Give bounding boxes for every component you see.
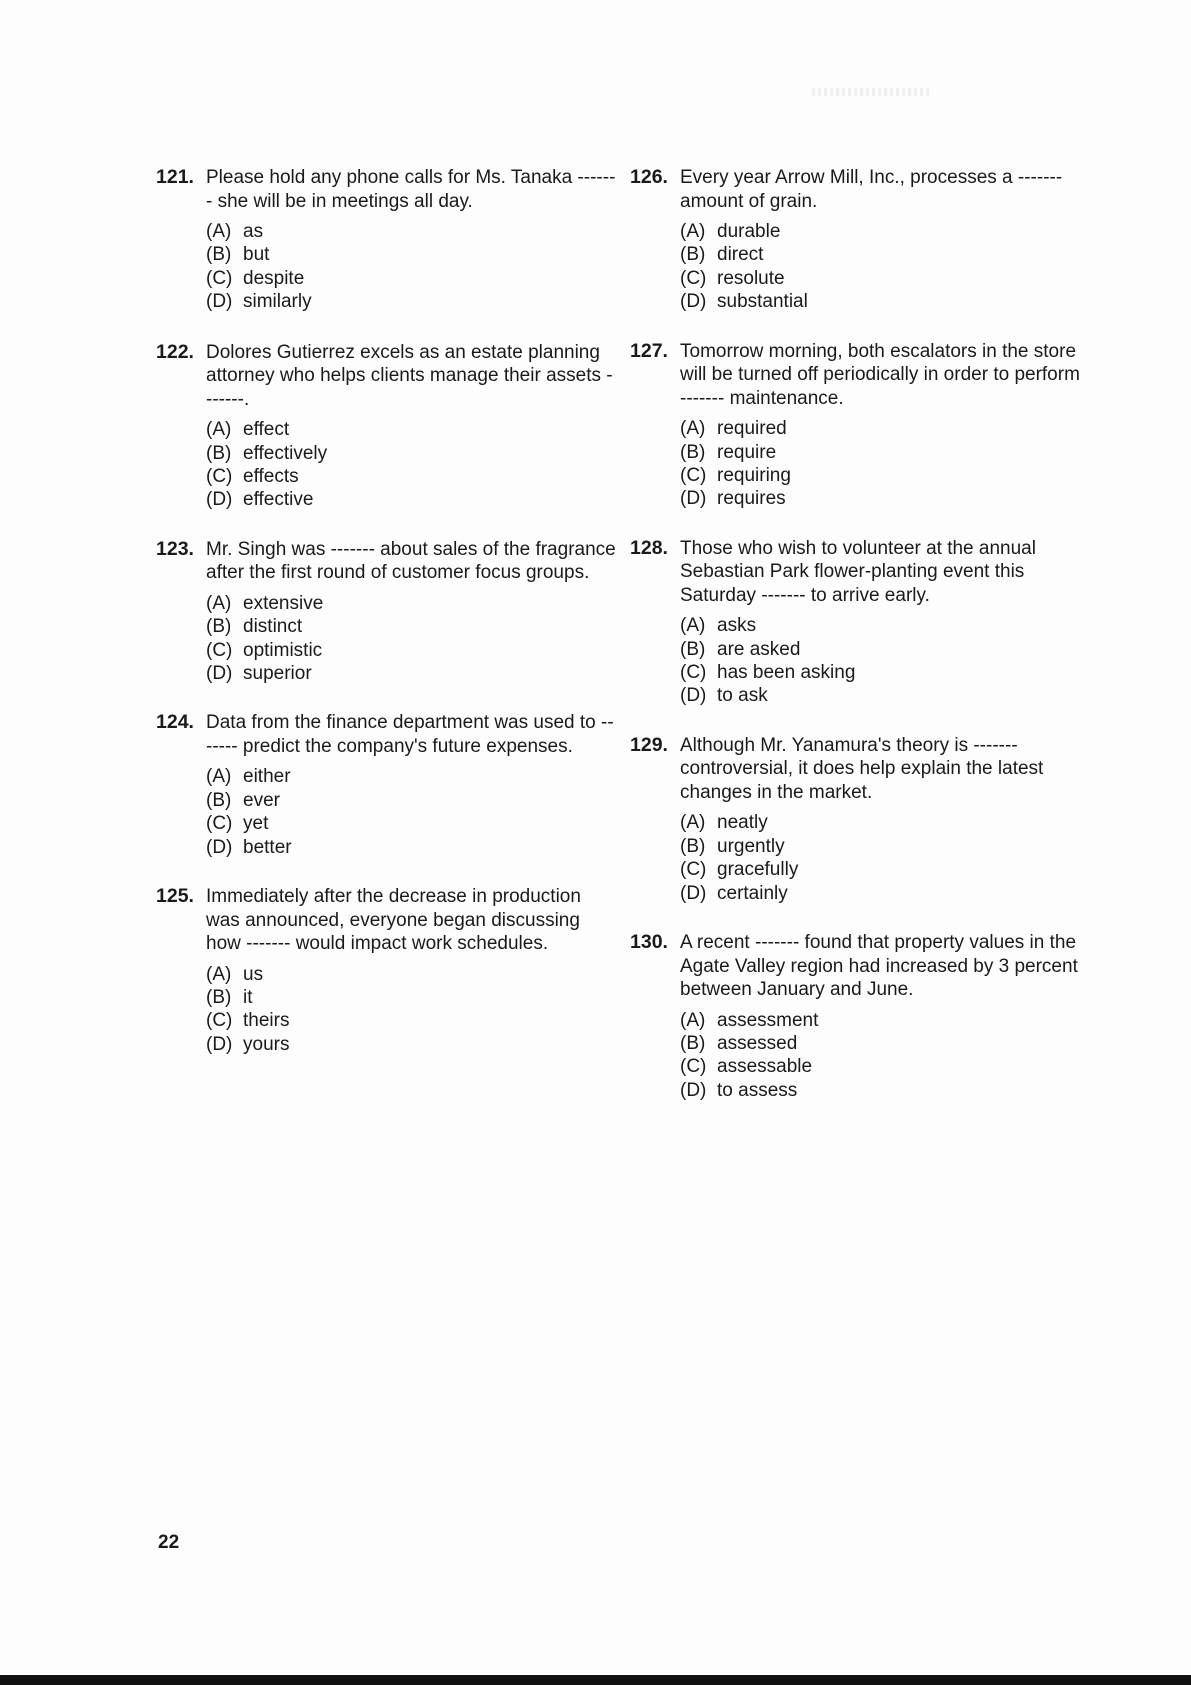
- option-letter: (B): [206, 442, 232, 464]
- left-column: [156, 166, 616, 1056]
- question-123: [156, 538, 616, 686]
- option-c[interactable]: [680, 858, 1090, 881]
- option-text: distinct: [243, 616, 303, 638]
- option-letter: (D): [206, 489, 233, 511]
- question-stem: Dolores Gutierrez excels as an estate planning attorney who helps clients manage their assets -------.: [206, 341, 613, 410]
- option-d[interactable]: [206, 662, 616, 685]
- option-letter: (B): [680, 1032, 706, 1054]
- option-text: us: [243, 963, 264, 985]
- option-d[interactable]: [680, 882, 1090, 905]
- option-a[interactable]: [206, 592, 616, 615]
- option-letter: (B): [680, 638, 706, 660]
- option-text: it: [243, 986, 253, 1008]
- option-text: effect: [243, 419, 290, 441]
- option-text: extensive: [243, 592, 324, 614]
- option-letter: (A): [680, 1009, 706, 1031]
- option-c[interactable]: [206, 465, 616, 488]
- question-stem: Those who wish to volunteer at the annual Sebastian Park flower-planting event this Saturday ------- to arrive early.: [680, 537, 1036, 606]
- option-a[interactable]: [206, 963, 616, 986]
- option-letter: (C): [680, 662, 707, 684]
- scan-artifact: [812, 88, 930, 96]
- option-b[interactable]: [680, 243, 1090, 266]
- question-124: [156, 711, 616, 859]
- option-letter: (C): [680, 464, 707, 486]
- option-letter: (B): [206, 616, 232, 638]
- option-c[interactable]: [680, 267, 1090, 290]
- question-126: [630, 166, 1090, 314]
- option-text: has been asking: [717, 662, 856, 684]
- option-text: better: [243, 836, 292, 858]
- option-text: direct: [717, 244, 764, 266]
- question-127: [630, 340, 1090, 511]
- question-128: [630, 537, 1090, 708]
- option-letter: (D): [206, 662, 233, 684]
- option-d[interactable]: [680, 487, 1090, 510]
- option-c[interactable]: [206, 1009, 616, 1032]
- option-letter: (C): [206, 639, 233, 661]
- option-letter: (C): [680, 267, 707, 289]
- option-b[interactable]: [206, 243, 616, 266]
- option-b[interactable]: [206, 789, 616, 812]
- option-text: durable: [717, 221, 781, 242]
- question-number: 130.: [630, 931, 668, 953]
- page-number: 22: [158, 1532, 180, 1553]
- answer-options: [680, 417, 1090, 511]
- option-text: assessable: [717, 1056, 813, 1078]
- option-text: urgently: [717, 835, 785, 857]
- option-letter: (A): [680, 221, 706, 242]
- option-b[interactable]: [680, 1032, 1090, 1055]
- answer-options: [206, 592, 616, 686]
- option-d[interactable]: [206, 488, 616, 511]
- question-number: 125.: [156, 885, 194, 907]
- option-letter: (D): [206, 836, 233, 858]
- option-letter: (C): [206, 1010, 233, 1032]
- question-number: 124.: [156, 711, 194, 734]
- option-letter: (A): [206, 766, 232, 788]
- answer-options: [206, 765, 616, 859]
- question-number: 127.: [630, 339, 668, 362]
- option-letter: (C): [206, 267, 233, 289]
- option-letter: (B): [680, 441, 706, 463]
- option-text: required: [717, 418, 787, 440]
- option-text: neatly: [717, 812, 768, 834]
- option-text: yet: [243, 813, 269, 835]
- answer-options: [680, 1009, 1090, 1103]
- option-text: gracefully: [717, 859, 799, 881]
- option-c[interactable]: [206, 639, 616, 662]
- answer-options: [206, 418, 616, 512]
- option-text: to ask: [717, 685, 768, 707]
- question-number: 122.: [156, 340, 194, 363]
- right-column: [630, 166, 1090, 1102]
- question-number: 123.: [156, 537, 194, 560]
- question-stem: Immediately after the decrease in production was announced, everyone began discussing how ------- would impact work schedules.: [206, 886, 581, 954]
- answer-options: [680, 811, 1090, 905]
- question-number: 128.: [630, 536, 668, 559]
- option-a[interactable]: [680, 811, 1090, 834]
- option-d[interactable]: [680, 684, 1090, 707]
- option-text: assessment: [717, 1009, 819, 1031]
- option-text: requiring: [717, 464, 791, 486]
- question-121: [156, 166, 616, 314]
- option-letter: (B): [206, 244, 232, 266]
- option-letter: (A): [206, 592, 232, 614]
- option-text: superior: [243, 662, 312, 684]
- question-122: [156, 341, 616, 512]
- option-text: as: [243, 221, 264, 242]
- option-text: optimistic: [243, 639, 323, 661]
- answer-options: [206, 963, 616, 1057]
- question-number: 126.: [630, 166, 668, 188]
- question-stem: Please hold any phone calls for Ms. Tanaka ------- she will be in meetings all day.: [206, 167, 616, 212]
- option-a[interactable]: [206, 418, 616, 441]
- question-stem: Tomorrow morning, both escalators in the store will be turned off periodically in order to perform ------- maintenance.: [680, 340, 1080, 409]
- option-letter: (C): [680, 859, 707, 881]
- option-letter: (C): [206, 465, 233, 487]
- option-text: theirs: [243, 1010, 290, 1032]
- question-130: [630, 931, 1090, 1102]
- option-text: resolute: [717, 267, 785, 289]
- option-letter: (A): [206, 221, 232, 242]
- option-text: but: [243, 244, 270, 266]
- question-stem: Every year Arrow Mill, Inc., processes a ------- amount of grain.: [680, 167, 1063, 212]
- option-letter: (D): [206, 1033, 233, 1055]
- option-b[interactable]: [680, 835, 1090, 858]
- option-c[interactable]: [206, 812, 616, 835]
- option-letter: (D): [680, 1079, 707, 1101]
- option-d[interactable]: [680, 1079, 1090, 1102]
- option-a[interactable]: [680, 614, 1090, 637]
- option-text: despite: [243, 267, 305, 289]
- option-text: effectively: [243, 442, 328, 464]
- option-letter: (A): [206, 419, 232, 441]
- option-c[interactable]: [680, 464, 1090, 487]
- option-letter: (A): [680, 812, 706, 834]
- option-letter: (B): [680, 835, 706, 857]
- option-text: either: [243, 766, 291, 788]
- option-b[interactable]: [680, 441, 1090, 464]
- option-a[interactable]: [680, 220, 1090, 243]
- option-text: yours: [243, 1033, 290, 1055]
- option-b[interactable]: [206, 615, 616, 638]
- option-a[interactable]: [206, 220, 616, 243]
- option-text: certainly: [717, 882, 788, 904]
- option-text: are asked: [717, 638, 801, 660]
- option-letter: (B): [206, 789, 232, 811]
- option-text: effects: [243, 465, 299, 487]
- option-text: ever: [243, 789, 280, 811]
- option-letter: (D): [206, 291, 233, 313]
- option-text: requires: [717, 488, 786, 510]
- option-b[interactable]: [680, 638, 1090, 661]
- option-a[interactable]: [206, 765, 616, 788]
- bottom-edge-bar: [0, 1675, 1191, 1685]
- answer-options: [206, 220, 616, 314]
- option-text: require: [717, 441, 777, 463]
- option-d[interactable]: [680, 290, 1090, 313]
- option-c[interactable]: [680, 1055, 1090, 1078]
- option-a[interactable]: [680, 1009, 1090, 1032]
- question-stem: A recent ------- found that property values in the Agate Valley region had increased by 3 percent between January and June.: [680, 932, 1078, 1000]
- question-stem: Mr. Singh was ------- about sales of the fragrance after the first round of customer focus groups.: [206, 538, 616, 584]
- option-text: similarly: [243, 291, 312, 313]
- option-c[interactable]: [206, 267, 616, 290]
- option-text: substantial: [717, 291, 808, 313]
- option-text: effective: [243, 489, 314, 511]
- option-text: to assess: [717, 1079, 798, 1101]
- option-b[interactable]: [206, 986, 616, 1009]
- option-d[interactable]: [206, 290, 616, 313]
- option-c[interactable]: [680, 661, 1090, 684]
- option-letter: (C): [206, 813, 233, 835]
- question-number: 121.: [156, 166, 194, 188]
- option-letter: (D): [680, 488, 707, 510]
- option-letter: (B): [206, 986, 232, 1008]
- option-d[interactable]: [206, 1033, 616, 1056]
- question-129: [630, 734, 1090, 905]
- option-a[interactable]: [680, 417, 1090, 440]
- option-letter: (D): [680, 685, 707, 707]
- option-letter: (A): [680, 418, 706, 440]
- question-number: 129.: [630, 733, 668, 756]
- answer-options: [680, 614, 1090, 708]
- option-letter: (D): [680, 882, 707, 904]
- option-letter: (D): [680, 291, 707, 313]
- question-stem: Data from the finance department was used to ------- predict the company's future expenses.: [206, 712, 614, 757]
- option-d[interactable]: [206, 836, 616, 859]
- answer-options: [680, 220, 1090, 314]
- option-letter: (A): [206, 963, 232, 985]
- option-letter: (B): [680, 244, 706, 266]
- option-text: assessed: [717, 1032, 798, 1054]
- question-stem: Although Mr. Yanamura's theory is ------- controversial, it does help explain the latest changes in the market.: [680, 734, 1044, 803]
- option-letter: (A): [680, 615, 706, 637]
- option-text: asks: [717, 615, 757, 637]
- question-125: [156, 885, 616, 1056]
- option-letter: (C): [680, 1056, 707, 1078]
- option-b[interactable]: [206, 442, 616, 465]
